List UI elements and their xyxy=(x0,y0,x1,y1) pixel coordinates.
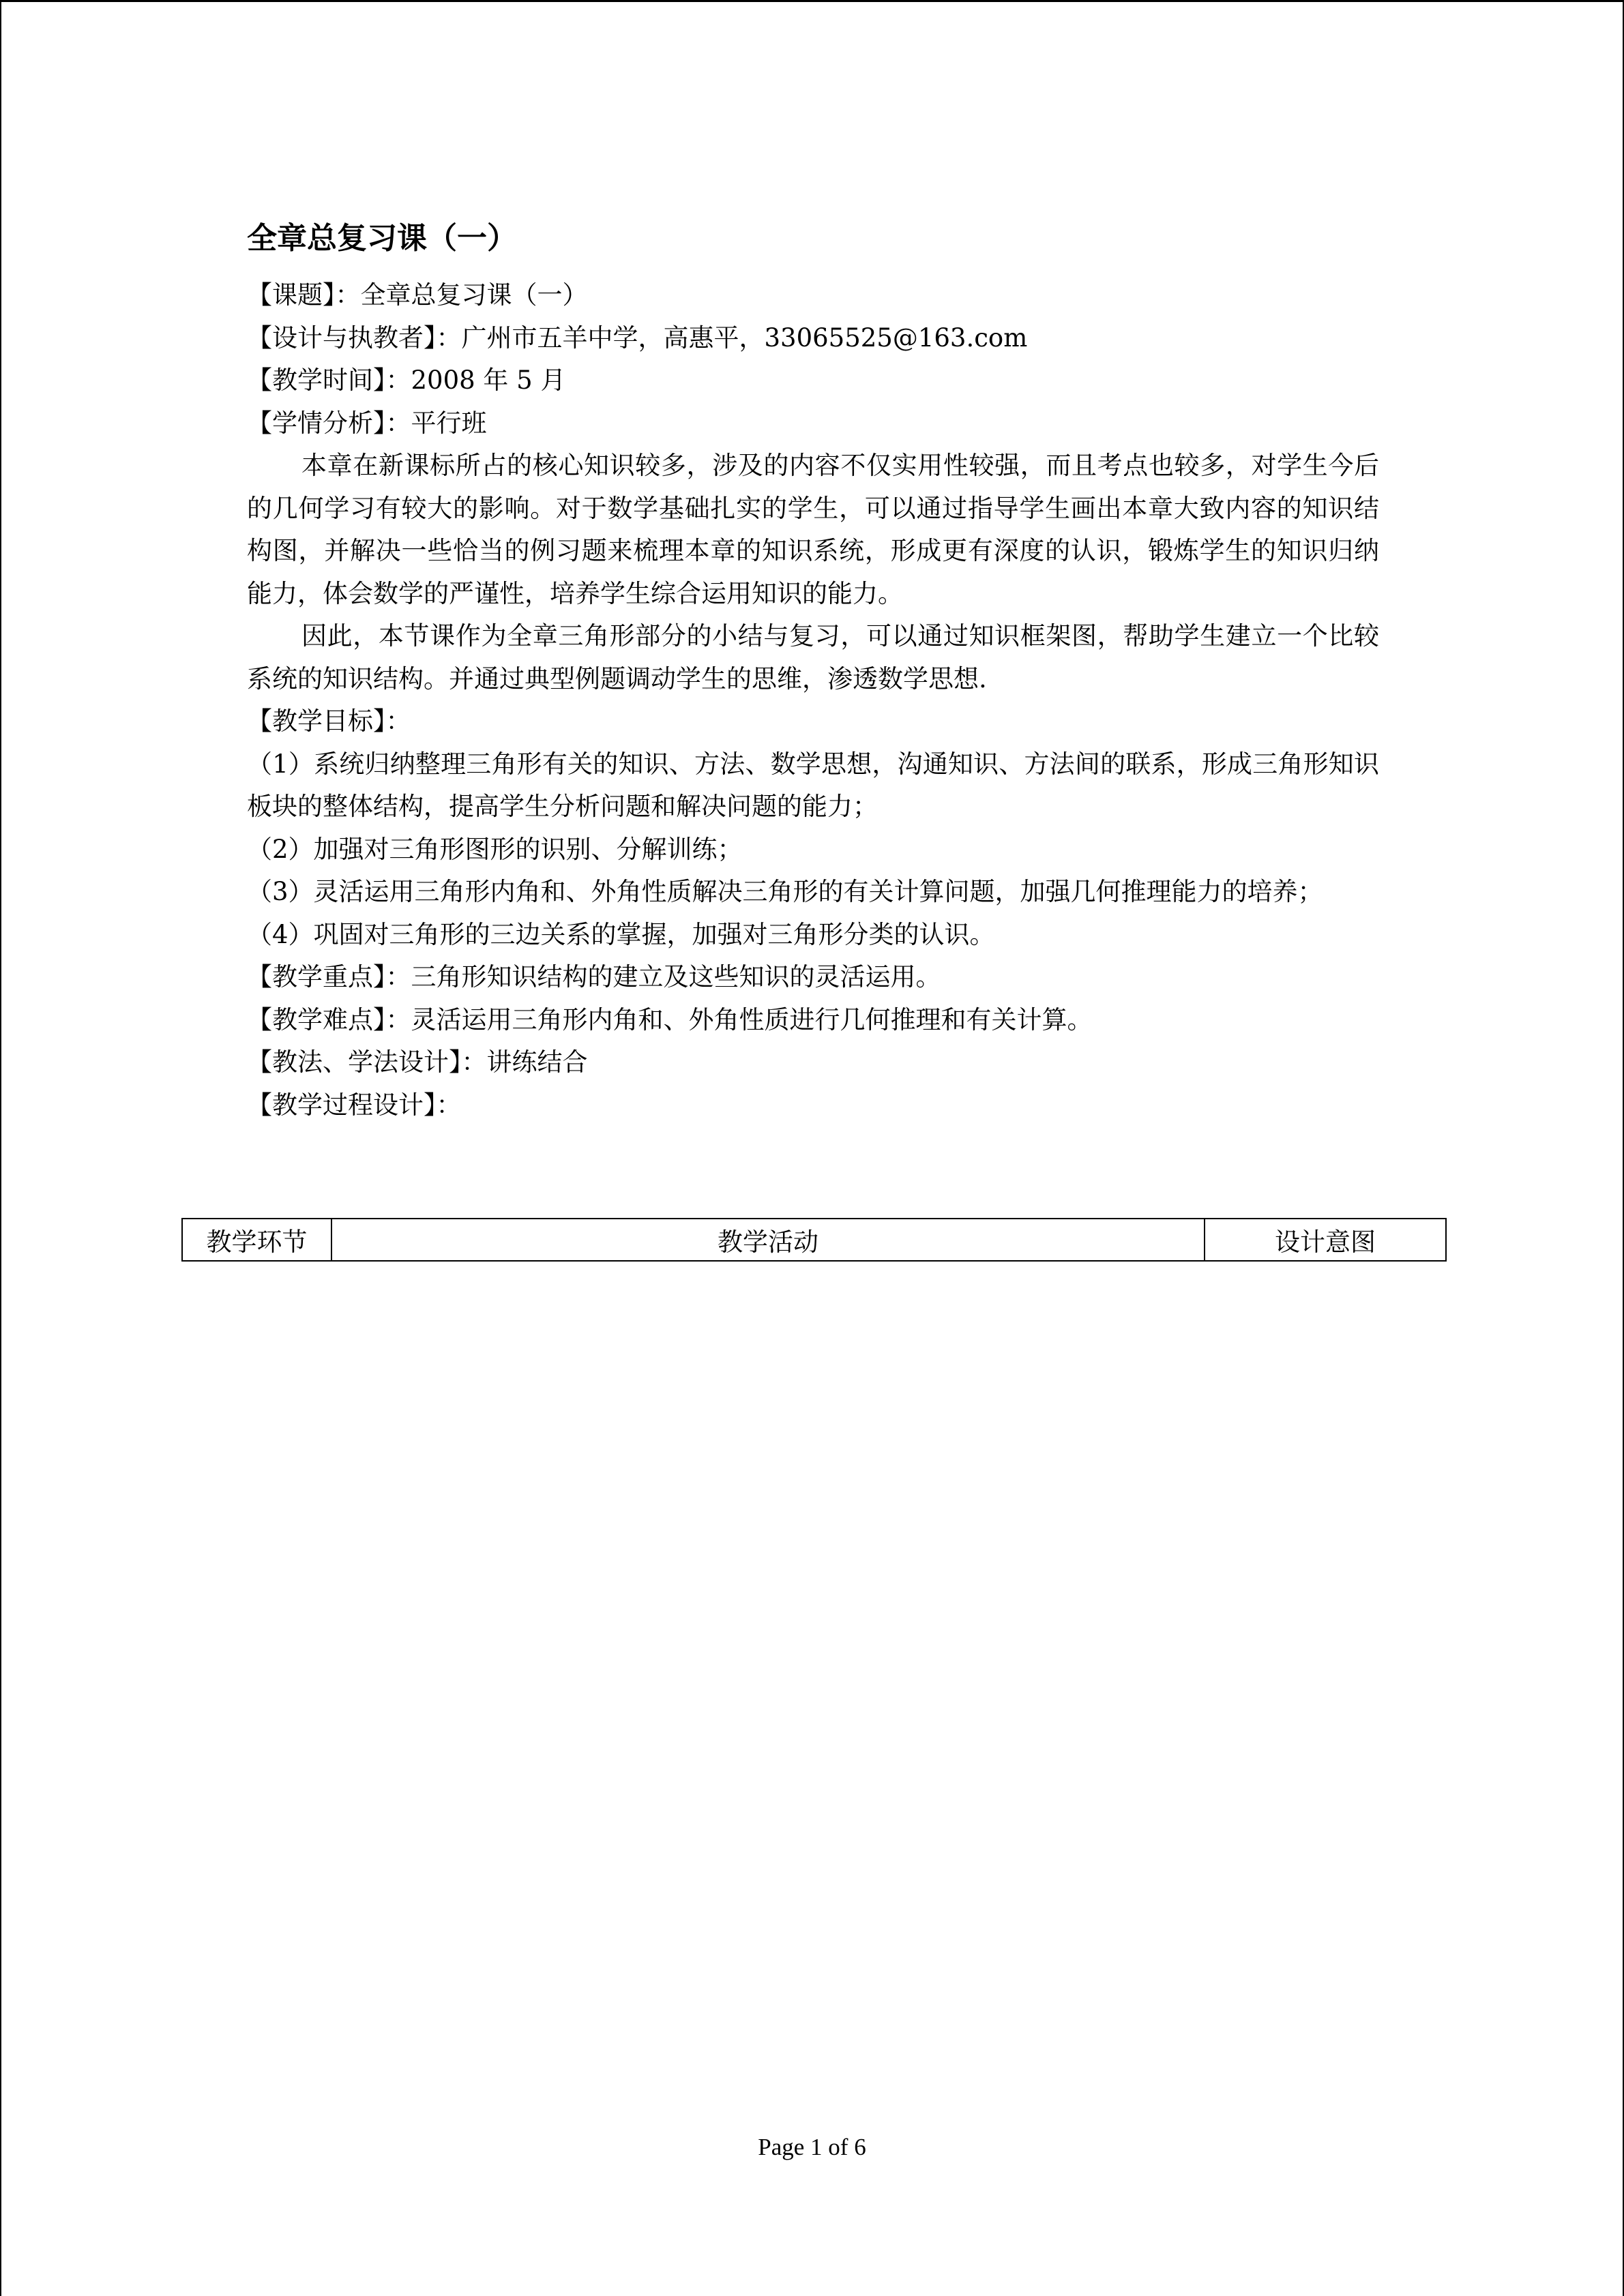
difficulty xyxy=(247,999,1379,1042)
process-table xyxy=(181,1218,1447,1262)
page-footer: Page 1 of 6 xyxy=(758,2134,866,2160)
meta-value: 平行班 xyxy=(411,408,487,438)
method-value: 讲练结合 xyxy=(486,1047,588,1077)
meta-value: 2008 年 5 月 xyxy=(411,366,566,395)
method xyxy=(247,1041,1379,1084)
meta-label: 【课题】： xyxy=(247,280,361,310)
meta-label: 【设计与执教者】： xyxy=(247,323,462,353)
meta-author xyxy=(247,317,1379,360)
meta-time xyxy=(247,359,1379,402)
key-point-label: 【教学重点】： xyxy=(247,962,411,992)
objective-item: （3）灵活运用三角形内角和、外角性质解决三角形的有关计算问题，加强几何推理能力的培养； xyxy=(247,877,1323,906)
meta-value: 全章总复习课（一） xyxy=(360,280,588,310)
objectives-heading: 【教学目标】： xyxy=(247,706,411,736)
table-header-row xyxy=(182,1219,1446,1261)
difficulty-label: 【教学难点】： xyxy=(247,1004,411,1034)
document-body xyxy=(247,211,1379,1127)
meta-analysis xyxy=(247,402,1379,445)
header-cell-stage: 教学环节 xyxy=(182,1219,331,1261)
meta-label: 【学情分析】： xyxy=(247,408,411,438)
objective-item: （2）加强对三角形图形的识别、分解训练； xyxy=(247,834,743,864)
method-label: 【教法、学法设计】： xyxy=(247,1047,487,1077)
analysis-paragraph: 因此，本节课作为全章三角形部分的小结与复习，可以通过知识框架图，帮助学生建立一个比较系统的知识结构。并通过典型例题调动学生的思维，渗透数学思想. xyxy=(247,621,1379,694)
header-cell-activity: 教学活动 xyxy=(331,1219,1205,1261)
analysis-paragraph: 本章在新课标所占的核心知识较多，涉及的内容不仅实用性较强，而且考点也较多，对学生今后的几何学习有较大的影响。对于数学基础扎实的学生，可以通过指导学生画出本章大致内容的知识结构图，并解决一些恰当的例习题来梳理本章的知识系统，形成更有深度的认识，锻炼学生的知识归纳能力，体会数学的严谨性，培养学生综合运用知识的能力。 xyxy=(247,451,1379,608)
process-heading: 【教学过程设计】： xyxy=(247,1090,462,1120)
meta-topic xyxy=(247,274,1379,317)
objective-item: （1）系统归纳整理三角形有关的知识、方法、数学思想，沟通知识、方法间的联系，形成三角形知识板块的整体结构，提高学生分析问题和解决问题的能力； xyxy=(247,749,1379,821)
difficulty-value: 灵活运用三角形内角和、外角性质进行几何推理和有关计算。 xyxy=(411,1004,1093,1034)
meta-label: 【教学时间】： xyxy=(247,366,411,395)
objective-item: （4）巩固对三角形的三边关系的掌握，加强对三角形分类的认识。 xyxy=(247,919,995,949)
key-point xyxy=(247,956,1379,999)
meta-value: 广州市五羊中学，高惠平，33065525@163.com xyxy=(461,323,1028,353)
key-point-value: 三角形知识结构的建立及这些知识的灵活运用。 xyxy=(411,962,941,992)
document-title: 全章总复习课（一） xyxy=(247,221,517,256)
header-cell-intent: 设计意图 xyxy=(1205,1219,1446,1261)
